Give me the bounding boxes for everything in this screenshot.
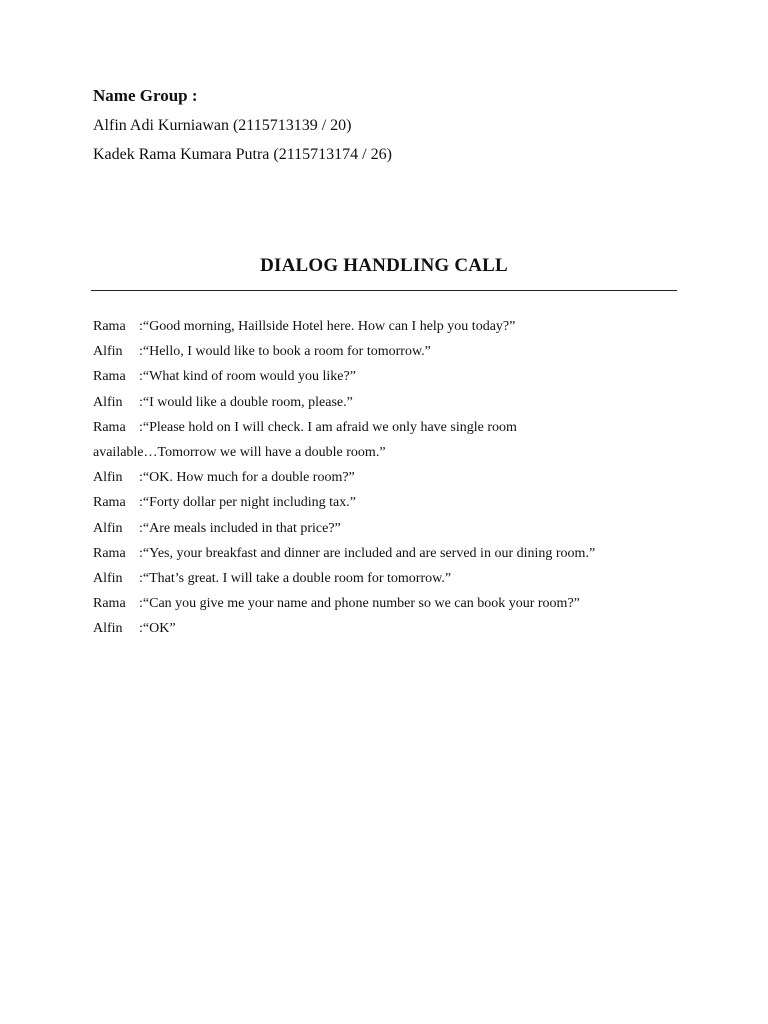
dialog-line-continuation	[93, 440, 693, 465]
speaker-separator: :	[139, 545, 143, 561]
dialog-line	[93, 364, 693, 389]
speaker-name: Rama	[93, 319, 126, 334]
speaker-name: Alfin	[93, 394, 123, 410]
dialog-transcript	[93, 314, 693, 641]
dialog-line	[93, 591, 693, 616]
speaker-name: Rama	[93, 369, 126, 385]
dialog-line	[93, 390, 693, 415]
dialog-line	[93, 339, 693, 364]
speaker-name: Alfin	[93, 344, 123, 360]
dialog-text: “What kind of room would you like?”	[142, 369, 356, 385]
speaker-name: Alfin	[93, 520, 123, 536]
speaker-separator: :	[139, 394, 143, 410]
dialog-text: available…Tomorrow we will have a double room.”	[93, 444, 386, 460]
document-title: DIALOG HANDLING CALL	[260, 255, 508, 276]
group-member: Kadek Rama Kumara Putra (2115713174 / 26)	[93, 146, 392, 163]
dialog-line	[93, 516, 693, 541]
speaker-separator: :	[139, 621, 143, 637]
speaker-name: Alfin	[93, 470, 123, 486]
dialog-text: “Good morning, Haillside Hotel here. How can I help you today?”	[142, 319, 516, 334]
dialog-text: “Please hold on I will check. I am afraid we only have single room	[142, 419, 517, 435]
dialog-text: “Hello, I would like to book a room for tomorrow.”	[142, 344, 431, 360]
dialog-line	[93, 314, 693, 339]
dialog-text: “Are meals included in that price?”	[142, 520, 341, 536]
dialog-line	[93, 566, 693, 591]
speaker-separator: :	[139, 596, 143, 612]
dialog-text: “Can you give me your name and phone number so we can book your room?”	[142, 596, 580, 612]
dialog-line	[93, 465, 693, 490]
group-heading: Name Group :	[93, 86, 198, 105]
speaker-separator: :	[139, 369, 143, 385]
speaker-separator: :	[139, 570, 143, 586]
dialog-text: “Yes, your breakfast and dinner are included and are served in our dining room.”	[142, 545, 596, 561]
dialog-line	[93, 415, 693, 440]
speaker-name: Rama	[93, 596, 126, 612]
speaker-name: Rama	[93, 419, 126, 435]
speaker-separator: :	[139, 344, 143, 360]
dialog-text: “OK. How much for a double room?”	[142, 470, 355, 486]
speaker-separator: :	[139, 319, 143, 334]
dialog-line	[93, 616, 693, 641]
title-divider	[91, 290, 677, 291]
speaker-name: Rama	[93, 495, 126, 511]
dialog-line	[93, 541, 693, 566]
dialog-text: “OK”	[142, 621, 176, 637]
dialog-text: “That’s great. I will take a double room for tomorrow.”	[142, 570, 452, 586]
dialog-text: “I would like a double room, please.”	[142, 394, 353, 410]
dialog-line	[93, 490, 693, 515]
speaker-name: Alfin	[93, 621, 123, 637]
speaker-name: Rama	[93, 545, 126, 561]
dialog-text: “Forty dollar per night including tax.”	[142, 495, 356, 511]
speaker-separator: :	[139, 470, 143, 486]
speaker-separator: :	[139, 520, 143, 536]
speaker-name: Alfin	[93, 570, 123, 586]
speaker-separator: :	[139, 419, 143, 435]
speaker-separator: :	[139, 495, 143, 511]
group-member: Alfin Adi Kurniawan (2115713139 / 20)	[93, 117, 352, 134]
